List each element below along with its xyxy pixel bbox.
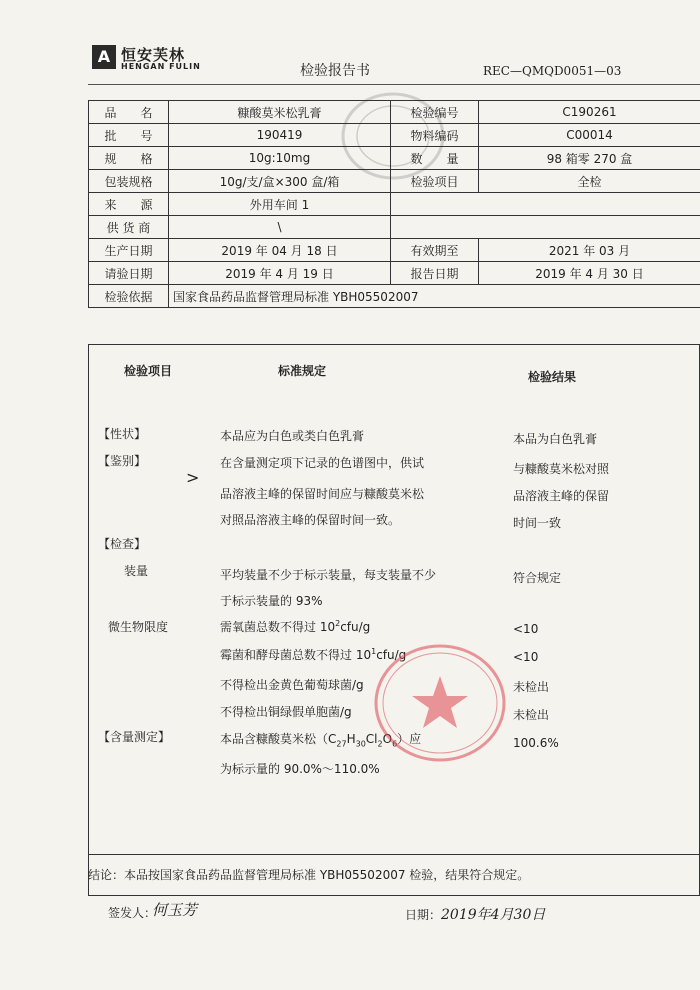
formula-part: 27 — [336, 739, 347, 749]
formula-part: Cl — [365, 732, 378, 746]
table-row — [89, 170, 700, 193]
table-row — [89, 193, 700, 216]
assay-standard-line2: 为标示量的 90.0%～110.0% — [220, 762, 380, 776]
report-date-label: 报告日期 — [391, 262, 479, 285]
examination-section — [88, 344, 700, 896]
conclusion-text: 结论：本品按国家食品药品监督管理局标准 YBH05502007 检验，结果符合规定。 — [88, 868, 530, 882]
company-name-en: HENGAN FULIN — [121, 62, 201, 71]
table-row — [89, 285, 700, 308]
inspection-no-value: C190261 — [479, 101, 700, 124]
fill-item: 装量 — [124, 564, 149, 578]
product-info-table — [88, 100, 700, 308]
exam-result-header: 检验结果 — [528, 370, 577, 384]
company-logo-icon: A — [92, 45, 116, 69]
source-blank — [391, 193, 700, 216]
prod-date-value: 2019 年 04 月 18 日 — [169, 239, 391, 262]
request-date-value: 2019 年 4 月 19 日 — [169, 262, 391, 285]
staph-result: 未检出 — [513, 680, 550, 694]
mold-standard: 霉菌和酵母菌总数不得过 $10^1cfu/g$ — [220, 647, 407, 662]
material-code-label: 物料编码 — [391, 124, 479, 147]
batch-no-label: 批 号 — [89, 124, 169, 147]
document-code: REC—QMQD0051—03 — [483, 64, 622, 78]
request-date-label: 请验日期 — [89, 262, 169, 285]
company-name-cn: 恒安芙林 — [121, 46, 186, 64]
test-item-value: 全检 — [479, 170, 700, 193]
supplier-blank — [391, 216, 700, 239]
exam-standard-header: 标准规定 — [278, 364, 327, 378]
product-name-label: 品 名 — [89, 101, 169, 124]
formula-part: 2 — [377, 739, 383, 749]
company-seal-icon — [372, 642, 508, 764]
formula-part: H — [346, 732, 356, 746]
table-row — [89, 147, 700, 170]
appearance-result: 本品为白色乳膏 — [513, 432, 598, 446]
supplier-label: 供 货 商 — [89, 216, 169, 239]
date-value: 2019年4月30日 — [441, 907, 546, 923]
batch-no-value: 190419 — [169, 124, 391, 147]
identification-standard-line: 在含量测定项下记录的色谱图中，供试 — [220, 456, 425, 470]
product-name-value: 糠酸莫米松乳膏 — [169, 101, 391, 124]
assay-standard: 本品含糠酸莫米松$(C_{27}H_{30}Cl_2O_6)$应 — [220, 732, 422, 749]
assay-result: 100.6% — [513, 736, 559, 750]
date-label: 日期： — [405, 908, 442, 922]
basis-value: 国家食品药品监督管理局标准 YBH05502007 — [169, 285, 700, 308]
packing-label: 包装规格 — [89, 170, 169, 193]
formula-part: O — [382, 732, 393, 746]
supplier-value: \ — [169, 216, 391, 239]
basis-label: 检验依据 — [89, 285, 169, 308]
report-date-value: 2019 年 4 月 30 日 — [479, 262, 700, 285]
spec-value: 10g:10mg — [169, 147, 391, 170]
test-item-label: 检验项目 — [391, 170, 479, 193]
identification-item: 【鉴别】 — [98, 454, 147, 468]
quantity-label: 数 量 — [391, 147, 479, 170]
identification-result-line: 时间一致 — [513, 516, 562, 530]
source-label: 来 源 — [89, 193, 169, 216]
fill-standard-line: 于标示装量的 93% — [220, 594, 323, 608]
pseudomonas-standard: 不得检出铜绿假单胞菌/g — [220, 705, 352, 719]
table-row — [89, 124, 700, 147]
formula-part: 30 — [355, 739, 366, 749]
conclusion-divider — [88, 854, 700, 855]
appearance-item: 【性状】 — [98, 427, 147, 441]
appearance-standard: 本品应为白色或类白色乳膏 — [220, 429, 365, 443]
table-row — [89, 101, 700, 124]
exam-item-header: 检验项目 — [124, 364, 173, 378]
identification-result-line: 品溶液主峰的保留 — [513, 489, 610, 503]
material-code-value: C00014 — [479, 124, 700, 147]
pseudomonas-result: 未检出 — [513, 708, 550, 722]
check-section-title: 【检查】 — [98, 537, 147, 551]
identification-standard-line: 品溶液主峰的保留时间应与糠酸莫米松 — [220, 487, 425, 501]
table-row — [89, 262, 700, 285]
table-row — [89, 239, 700, 262]
mold-result: <10 — [513, 650, 539, 664]
fill-standard-line: 平均装量不少于标示装量，每支装量不少 — [220, 568, 437, 582]
inspection-no-label: 检验编号 — [391, 101, 479, 124]
identification-result-line: 与糠酸莫米松对照 — [513, 462, 610, 476]
fill-result: 符合规定 — [513, 571, 562, 585]
prod-date-label: 生产日期 — [89, 239, 169, 262]
spec-label: 规 格 — [89, 147, 169, 170]
microbial-item: 微生物限度 — [108, 620, 169, 634]
packing-value: 10g/支/盒×300 盒/箱 — [169, 170, 391, 193]
expiry-label: 有效期至 — [391, 239, 479, 262]
quantity-value: 98 箱零 270 盒 — [479, 147, 700, 170]
staph-standard: 不得检出金黄色葡萄球菌/g — [220, 678, 364, 692]
formula-part: 6 — [392, 739, 398, 749]
identification-standard-line: 对照品溶液主峰的保留时间一致。 — [220, 513, 401, 527]
signer-signature: 何玉芳 — [152, 901, 198, 919]
aerobic-result: <10 — [513, 622, 539, 636]
identification-mark: > — [186, 468, 200, 487]
assay-item: 【含量测定】 — [98, 730, 171, 744]
header-divider — [88, 84, 700, 85]
table-row — [89, 216, 700, 239]
source-value: 外用车间 1 — [169, 193, 391, 216]
signer-label: 签发人： — [108, 906, 157, 920]
expiry-value: 2021 年 03 月 — [479, 239, 700, 262]
document-title: 检验报告书 — [300, 63, 370, 79]
aerobic-standard: 需氧菌总数不得过 $10^2cfu/g$ — [220, 619, 371, 634]
